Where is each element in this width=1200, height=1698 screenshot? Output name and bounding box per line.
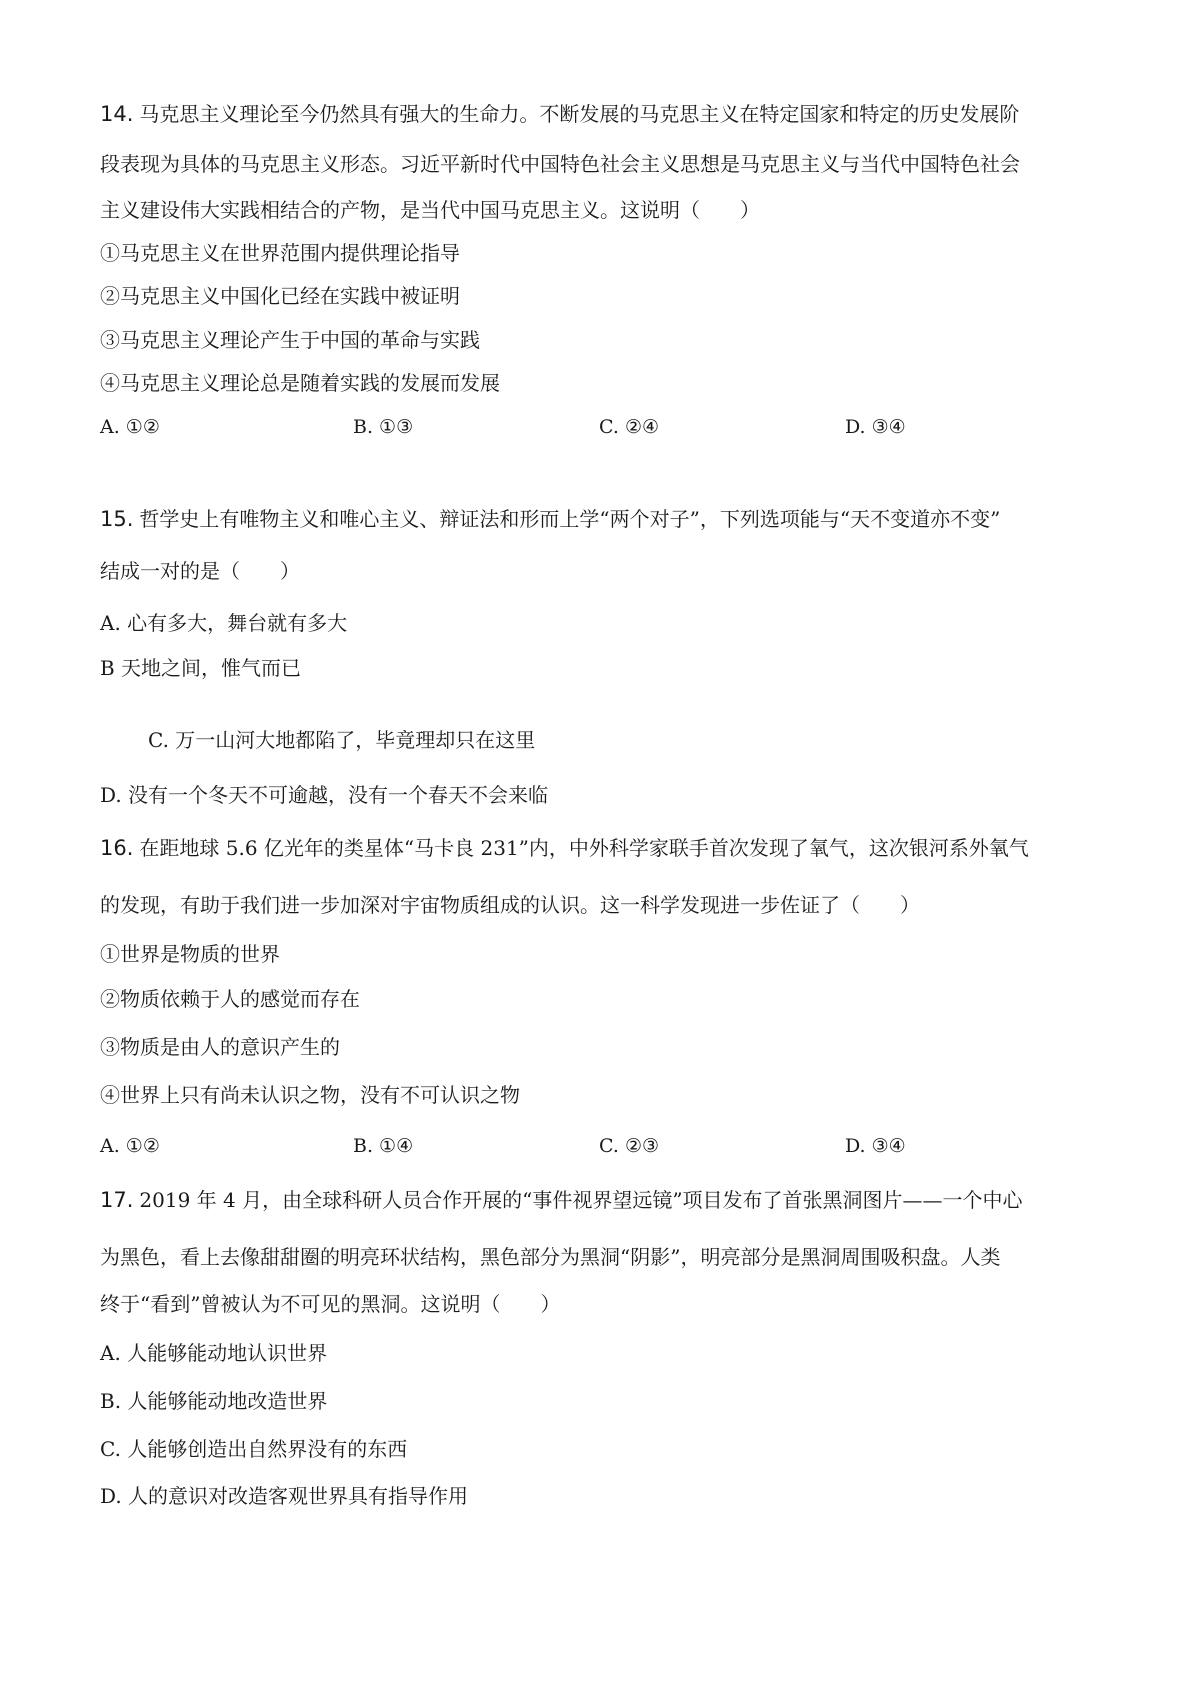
q15-option-d[interactable]: D. 没有一个冬天不可逾越，没有一个春天不会来临 xyxy=(100,783,549,807)
q14-option-b[interactable]: B. ①③ xyxy=(353,416,414,438)
q17-stem-text-1: 2019 年 4 月，由全球科研人员合作开展的“事件视界望远镜”项目发布了首张黑洞图片——一个中心 xyxy=(139,1188,1023,1212)
q16-statement-2: ②物质依赖于人的感觉而存在 xyxy=(100,987,360,1011)
q16-stem-line-1 xyxy=(100,834,1029,862)
q14-statement-3: ③马克思主义理论产生于中国的革命与实践 xyxy=(100,328,480,352)
q14-option-d[interactable]: D. ③④ xyxy=(845,416,906,438)
q14-option-c[interactable]: C. ②④ xyxy=(599,416,660,438)
q14-number: 14. xyxy=(100,102,134,126)
q15-option-b[interactable]: B 天地之间，惟气而已 xyxy=(100,656,302,680)
q17-option-a[interactable]: A. 人能够能动地认识世界 xyxy=(100,1341,328,1365)
q14-stem-line-1 xyxy=(100,100,1019,128)
q15-stem-line-1 xyxy=(100,505,1000,533)
q17-option-d[interactable]: D. 人的意识对改造客观世界具有指导作用 xyxy=(100,1484,469,1508)
q14-stem-line-2: 段表现为具体的马克思主义形态。习近平新时代中国特色社会主义思想是马克思主义与当代中国特色社会 xyxy=(100,152,1020,176)
q17-stem-line-2: 为黑色，看上去像甜甜圈的明亮环状结构，黑色部分为黑洞“阴影”，明亮部分是黑洞周围吸积盘。人类 xyxy=(100,1245,1001,1269)
q16-options xyxy=(0,1132,1200,1160)
q16-statement-1: ①世界是物质的世界 xyxy=(100,942,280,966)
q17-stem-line-3: 终于“看到”曾被认为不可见的黑洞。这说明（ ） xyxy=(100,1292,561,1316)
q16-statement-3: ③物质是由人的意识产生的 xyxy=(100,1035,340,1059)
q15-option-a[interactable]: A. 心有多大，舞台就有多大 xyxy=(100,611,348,635)
q17-option-b[interactable]: B. 人能够能动地改造世界 xyxy=(100,1389,328,1413)
q16-option-a[interactable]: A. ①② xyxy=(100,1135,160,1157)
q14-stem-line-3: 主义建设伟大实践相结合的产物，是当代中国马克思主义。这说明（ ） xyxy=(100,198,760,222)
q14-options xyxy=(0,413,1200,441)
q16-number: 16. xyxy=(100,836,134,860)
q16-option-d[interactable]: D. ③④ xyxy=(845,1135,906,1157)
q16-option-b[interactable]: B. ①④ xyxy=(353,1135,414,1157)
q16-option-c[interactable]: C. ②③ xyxy=(599,1135,660,1157)
q15-stem-line-2: 结成一对的是（ ） xyxy=(100,559,300,583)
q17-number: 17. xyxy=(100,1188,134,1212)
q14-option-a[interactable]: A. ①② xyxy=(100,416,160,438)
q17-stem-line-1 xyxy=(100,1186,1023,1214)
q16-statement-4: ④世界上只有尚未认识之物，没有不可认识之物 xyxy=(100,1083,520,1107)
q15-option-c[interactable]: C. 万一山河大地都陷了，毕竟理却只在这里 xyxy=(148,728,536,752)
q16-stem-line-2: 的发现，有助于我们进一步加深对宇宙物质组成的认识。这一科学发现进一步佐证了（ ） xyxy=(100,893,920,917)
q17-option-c[interactable]: C. 人能够创造出自然界没有的东西 xyxy=(100,1437,408,1461)
q15-stem-text-1: 哲学史上有唯物主义和唯心主义、辩证法和形而上学“两个对子”，下列选项能与“天不变道亦不变” xyxy=(139,507,1001,531)
q14-statement-2: ②马克思主义中国化已经在实践中被证明 xyxy=(100,284,460,308)
q14-statement-1: ①马克思主义在世界范围内提供理论指导 xyxy=(100,241,460,265)
q16-stem-text-1: 在距地球 5.6 亿光年的类星体“马卡良 231”内，中外科学家联手首次发现了氧气，这次银河系外氧气 xyxy=(139,836,1029,860)
q14-statement-4: ④马克思主义理论总是随着实践的发展而发展 xyxy=(100,371,500,395)
q14-stem-text-1: 马克思主义理论至今仍然具有强大的生命力。不断发展的马克思主义在特定国家和特定的历史发展阶 xyxy=(139,102,1020,126)
q15-number: 15. xyxy=(100,507,134,531)
